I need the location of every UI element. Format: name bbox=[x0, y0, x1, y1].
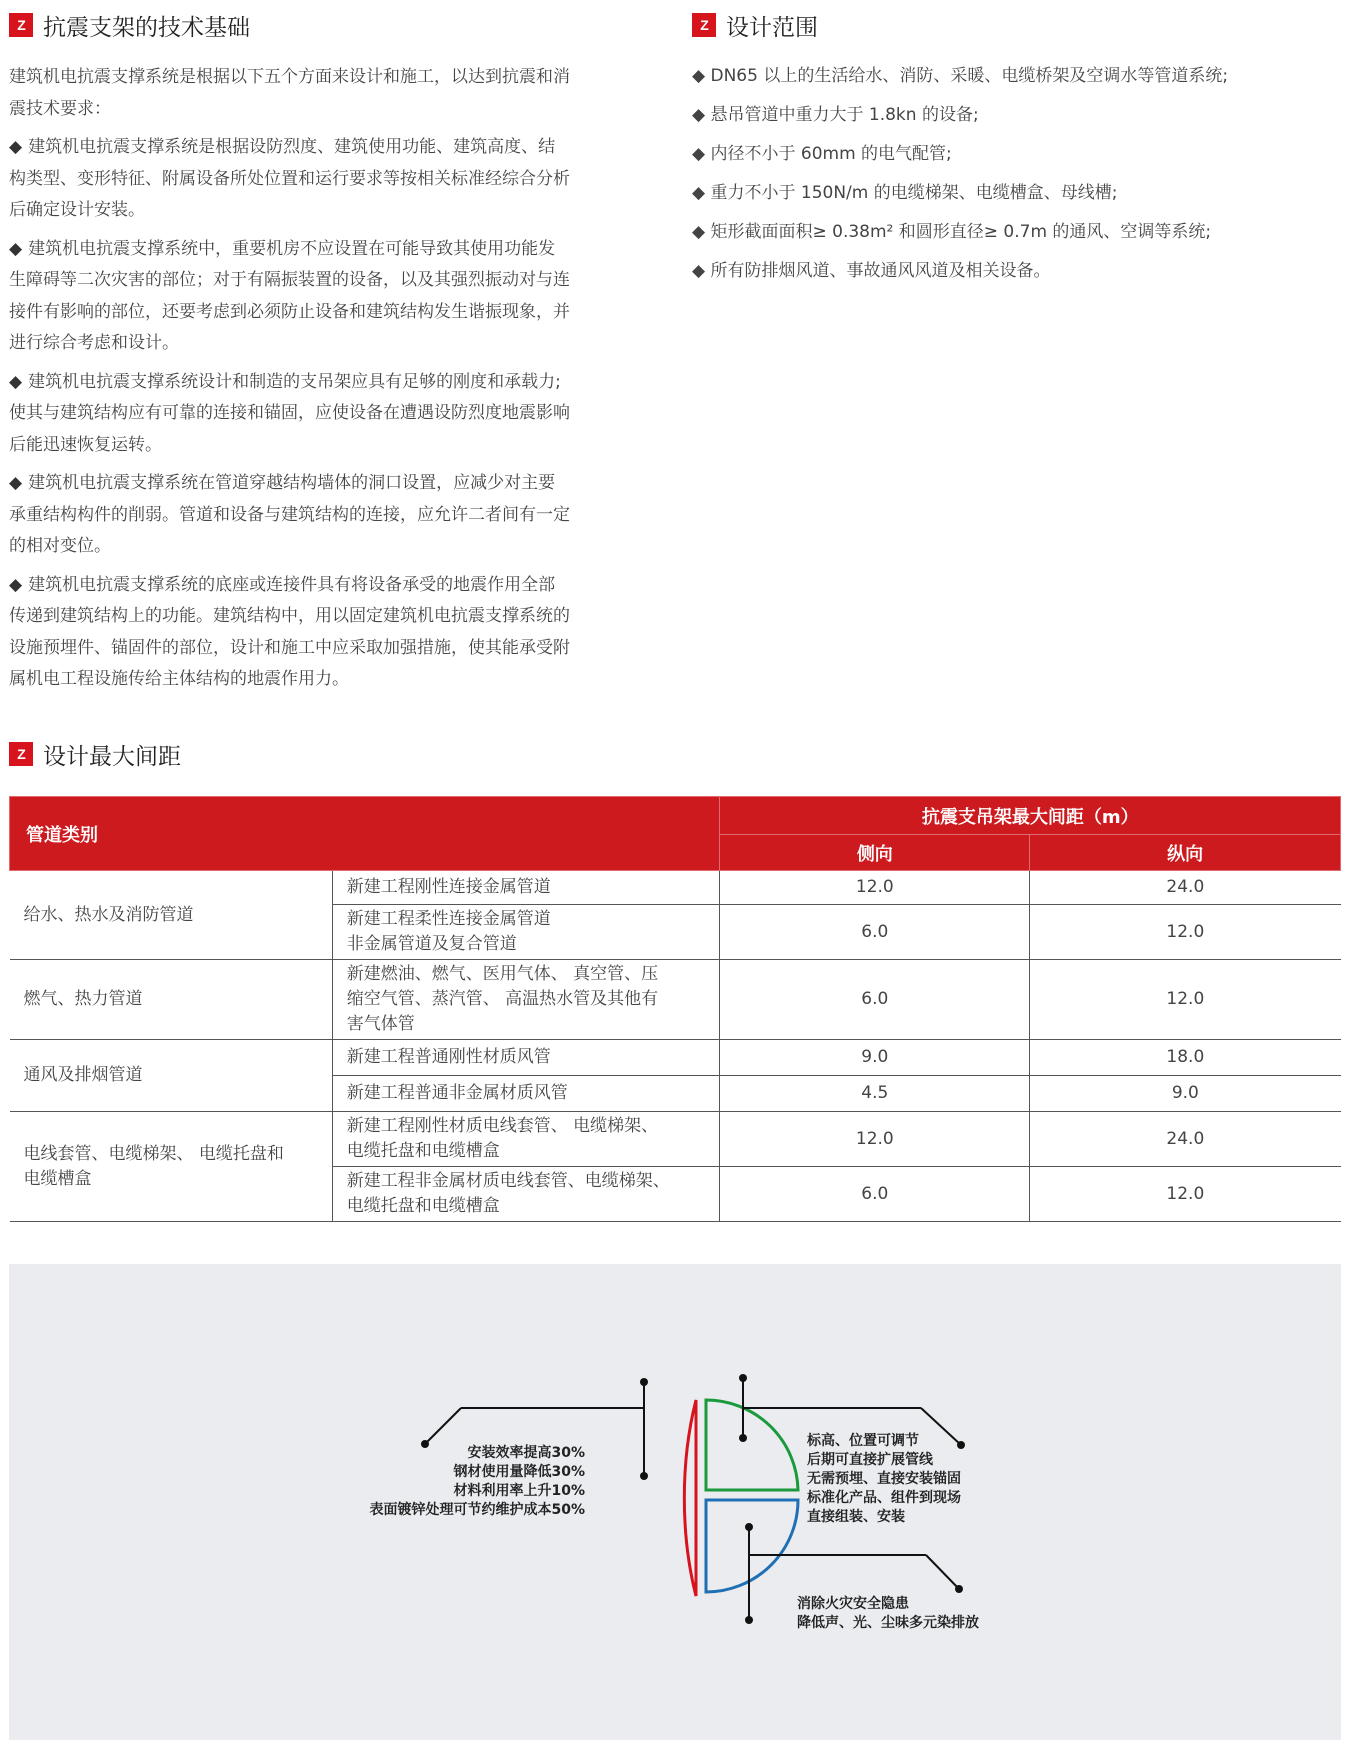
point-paragraph bbox=[9, 234, 659, 360]
bottom-benefits-text bbox=[797, 1595, 979, 1633]
description-cell: 新建工程柔性连接金属管道 非金属管道及复合管道 bbox=[332, 905, 720, 960]
benefit-line: 标高、位置可调节 bbox=[807, 1433, 919, 1449]
advantages-diagram bbox=[9, 1264, 1341, 1740]
benefit-line: 表面镀锌处理可节约维护成本50% bbox=[369, 1502, 585, 1518]
point-line: 生障碍等二次灾害的部位；对于有隔振装置的设备，以及其强烈振动对与连 bbox=[9, 270, 570, 290]
advantages-diagram-panel bbox=[9, 1264, 1341, 1740]
point-line: 接件有影响的部位，还要考虑到必须防止设备和建筑结构发生谐振现象，并 bbox=[9, 301, 570, 322]
benefit-line: 材料利用率上升10% bbox=[453, 1483, 585, 1499]
intro-line: 震技术要求： bbox=[9, 98, 111, 119]
scope-item: ◆ DN65 以上的生活给水、消防、采暖、电缆桥架及空调水等管道系统; bbox=[692, 66, 1229, 86]
point-line: 使其与建筑结构应有可靠的连接和锚固，应使设备在遭遇设防烈度地震影响 bbox=[9, 403, 570, 423]
lateral-spacing-cell: 9.0 bbox=[720, 1040, 1030, 1076]
benefit-line: 钢材使用量降低30% bbox=[453, 1464, 585, 1480]
longitudinal-spacing-cell: 12.0 bbox=[1030, 905, 1341, 960]
lateral-spacing-cell: 12.0 bbox=[720, 871, 1030, 905]
point-line: 后能迅速恢复运转。 bbox=[9, 434, 162, 455]
point-line: 承重结构构件的削弱。管道和设备与建筑结构的连接，应允许二者间有一定 bbox=[9, 504, 570, 525]
red-half-circle-segment bbox=[684, 1400, 696, 1596]
benefit-line: 后期可直接扩展管线 bbox=[807, 1452, 933, 1468]
diamond-bullet-icon: ◆ bbox=[9, 473, 23, 493]
left-benefits-text bbox=[369, 1444, 585, 1520]
intro-paragraph bbox=[9, 62, 659, 125]
point-line: 建筑机电抗震支撑系统的底座或连接件具有将设备承受的地震作用全部 bbox=[28, 574, 556, 595]
category-cell: 电线套管、电缆梯架、 电缆托盘和 电缆槽盒 bbox=[10, 1112, 333, 1222]
description-cell: 新建工程刚性材质电线套管、 电缆梯架、 电缆托盘和电缆槽盒 bbox=[332, 1112, 720, 1167]
scope-item: ◆ 重力不小于 150N/m 的电缆梯架、电缆槽盒、母线槽; bbox=[692, 183, 1118, 203]
header-longitudinal: 纵向 bbox=[1030, 835, 1341, 871]
lateral-spacing-cell: 4.5 bbox=[720, 1076, 1030, 1112]
benefit-line: 降低声、光、尘味多元染排放 bbox=[797, 1615, 979, 1631]
lateral-spacing-cell: 12.0 bbox=[720, 1112, 1030, 1167]
scope-item: ◆ 内径不小于 60mm 的电气配管; bbox=[692, 144, 952, 164]
intro-line: 建筑机电抗震支撑系统是根据以下五个方面来设计和施工，以达到抗震和消 bbox=[9, 67, 570, 87]
lateral-spacing-cell: 6.0 bbox=[720, 960, 1030, 1040]
section-heading: 设计最大间距 bbox=[43, 743, 181, 770]
longitudinal-spacing-cell: 9.0 bbox=[1030, 1076, 1341, 1112]
scope-item: ◆ 悬吊管道中重力大于 1.8kn 的设备; bbox=[692, 105, 979, 125]
diamond-bullet-icon: ◆ bbox=[9, 137, 23, 157]
brand-logo-icon: Z bbox=[9, 13, 33, 37]
point-line: 传递到建筑结构上的功能。建筑结构中，用以固定建筑机电抗震支撑系统的 bbox=[9, 606, 570, 626]
category-cell: 通风及排烟管道 bbox=[10, 1040, 333, 1112]
point-paragraph bbox=[9, 367, 659, 462]
header-category: 管道类别 bbox=[10, 797, 720, 871]
diamond-bullet-icon: ◆ bbox=[9, 371, 23, 392]
section-title-design-scope bbox=[692, 8, 818, 42]
point-paragraph bbox=[9, 132, 659, 227]
description-cell: 新建工程刚性连接金属管道 bbox=[332, 871, 720, 905]
brand-logo-icon: Z bbox=[9, 742, 33, 766]
green-quarter-segment bbox=[706, 1400, 798, 1490]
scope-item: ◆ 所有防排烟风道、事故通风风道及相关设备。 bbox=[692, 261, 1051, 281]
longitudinal-spacing-cell: 12.0 bbox=[1030, 1167, 1341, 1222]
brand-logo-icon: Z bbox=[692, 13, 716, 37]
table-row bbox=[10, 1040, 1341, 1076]
header-lateral: 侧向 bbox=[720, 835, 1030, 871]
table-row bbox=[10, 1112, 1341, 1167]
section-title-max-spacing bbox=[9, 737, 181, 771]
max-spacing-table bbox=[9, 796, 1341, 1222]
point-line: 建筑机电抗震支撑系统中，重要机房不应设置在可能导致其使用功能发 bbox=[28, 238, 556, 259]
table-row bbox=[10, 871, 1341, 905]
point-line: 属机电工程设施传给主体结构的地震作用力。 bbox=[9, 669, 349, 689]
benefit-line: 安装效率提高30% bbox=[467, 1445, 585, 1461]
point-line: 的相对变位。 bbox=[9, 536, 111, 556]
point-paragraph bbox=[9, 570, 659, 696]
point-line: 后确定设计安装。 bbox=[9, 200, 145, 220]
header-max-spacing: 抗震支吊架最大间距（m） bbox=[720, 797, 1341, 835]
section-heading: 抗震支架的技术基础 bbox=[43, 14, 250, 41]
lateral-spacing-cell: 6.0 bbox=[720, 905, 1030, 960]
point-line: 设施预埋件、锚固件的部位，设计和施工中应采取加强措施，使其能承受附 bbox=[9, 637, 570, 658]
point-line: 进行综合考虑和设计。 bbox=[9, 333, 179, 353]
design-scope-list bbox=[692, 60, 1332, 294]
scope-item: ◆ 矩形截面面积≥ 0.38m² 和圆形直径≥ 0.7m 的通风、空调等系统; bbox=[692, 222, 1212, 242]
category-cell: 给水、热水及消防管道 bbox=[10, 871, 333, 960]
description-cell: 新建工程非金属材质电线套管、电缆梯架、 电缆托盘和电缆槽盒 bbox=[332, 1167, 720, 1222]
benefit-line: 无需预埋、直接安装锚固 bbox=[807, 1471, 961, 1487]
table-body bbox=[10, 871, 1341, 1222]
longitudinal-spacing-cell: 12.0 bbox=[1030, 960, 1341, 1040]
point-paragraph bbox=[9, 468, 659, 563]
longitudinal-spacing-cell: 24.0 bbox=[1030, 871, 1341, 905]
point-line: 构类型、变形特征、附属设备所处位置和运行要求等按相关标准经综合分析 bbox=[9, 168, 570, 189]
benefit-line: 消除火灾安全隐患 bbox=[797, 1596, 909, 1612]
table-row bbox=[10, 960, 1341, 1040]
benefit-line: 标准化产品、组件到现场 bbox=[807, 1490, 961, 1506]
longitudinal-spacing-cell: 18.0 bbox=[1030, 1040, 1341, 1076]
section-heading: 设计范围 bbox=[726, 14, 818, 41]
longitudinal-spacing-cell: 24.0 bbox=[1030, 1112, 1341, 1167]
diamond-bullet-icon: ◆ bbox=[9, 238, 23, 259]
section-title-technical-basis bbox=[9, 8, 250, 42]
technical-basis-text bbox=[9, 62, 659, 703]
description-cell: 新建工程普通非金属材质风管 bbox=[332, 1076, 720, 1112]
point-line: 建筑机电抗震支撑系统是根据设防烈度、建筑使用功能、建筑高度、结 bbox=[28, 137, 556, 157]
benefit-line: 直接组装、安装 bbox=[807, 1509, 905, 1525]
lateral-spacing-cell: 6.0 bbox=[720, 1167, 1030, 1222]
diamond-bullet-icon: ◆ bbox=[9, 574, 23, 595]
description-cell: 新建燃油、燃气、医用气体、 真空管、压 缩空气管、蒸汽管、 高温热水管及其他有 害气体管 bbox=[332, 960, 720, 1040]
category-cell: 燃气、热力管道 bbox=[10, 960, 333, 1040]
blue-quarter-segment bbox=[706, 1500, 798, 1592]
point-line: 建筑机电抗震支撑系统设计和制造的支吊架应具有足够的刚度和承载力; bbox=[28, 371, 561, 392]
description-cell: 新建工程普通刚性材质风管 bbox=[332, 1040, 720, 1076]
point-line: 建筑机电抗震支撑系统在管道穿越结构墙体的洞口设置，应减少对主要 bbox=[28, 473, 556, 493]
right-benefits-text bbox=[807, 1432, 961, 1527]
